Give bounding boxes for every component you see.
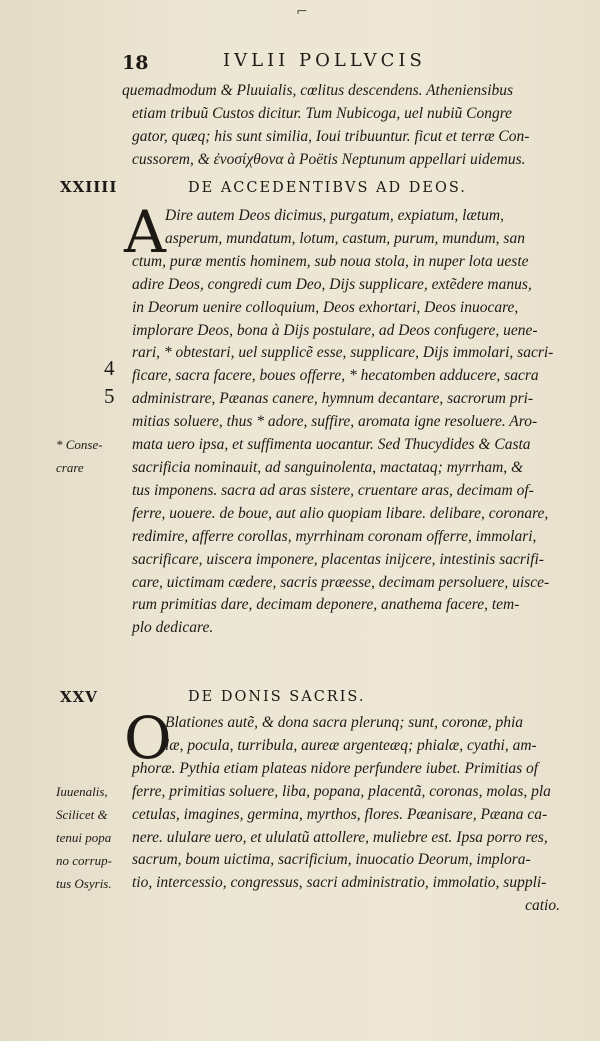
text-line: cetulas, imagines, germina, myrthos, flores. Pæanisare, Pæana ca- (132, 805, 548, 823)
chapter-number-24: XXIIII (60, 178, 118, 196)
text-line: ctum, puræ mentis hominem, sub noua stola, in nuper lota ueste (132, 252, 529, 270)
text-line: etiam tribuũ Custos dicitur. Tum Nubicoga, uel nubiũ Congre (132, 104, 513, 122)
text-line: sacrificare, uiscera imponere, placentas inijcere, intestinis sacrifi- (132, 550, 544, 568)
margin-number-4: 4 (104, 356, 115, 380)
text-line: rum primitias dare, decimam deponere, anathema facere, tem- (132, 596, 520, 614)
text-line: nere. ululare uero, et ululatũ attollere, muliebre est. Ipsa porro res, (132, 828, 548, 846)
text-line: sacrificia nominauit, ad sanguinolenta, mactataq; myrrham, & (132, 458, 524, 476)
margin-note-line: * Conse- (56, 437, 103, 452)
top-mark: ⌐ (296, 4, 308, 20)
text-line: rari, * obtestari, uel supplicẽ esse, supplicare, Dijs immolari, sacri- (132, 344, 554, 362)
chapter-title-24: DE ACCEDENTIBVS AD DEOS. (188, 180, 467, 196)
text-line: ferre, primitias soluere, liba, popana, placentã, coronas, molas, pla (132, 782, 551, 800)
page-number: 18 (122, 52, 149, 74)
text-line: phoræ. Pythia etiam plateas nidore perfundere iubet. Primitias of (132, 759, 539, 777)
margin-note-iuuenalis (56, 781, 122, 896)
margin-number-5: 5 (104, 384, 115, 408)
text-line: redimire, afferre corollas, myrrhinam coronam offerre, immolari, (132, 527, 537, 545)
text-line: administrare, Pæanas canere, hymnum decantare, sacrorum pri- (132, 390, 534, 408)
text-line: cussorem, & ἐνοσίχθονα à Poëtis Neptunum appellari uidemus. (132, 150, 526, 168)
running-title: IVLII POLLVCIS (223, 50, 426, 71)
margin-note-line: tus Osyris. (56, 875, 112, 891)
text-line: mata uero ipsa, et suffimenta uocantur. Sed Thucydides & Casta (132, 436, 531, 454)
text-line: tus imponens. sacra ad aras sistere, cruentare aras, decimam of- (132, 481, 534, 499)
text-line: mitias soluere, thus * adore, suffire, aromata igne resoluere. Aro- (132, 413, 538, 431)
text-line: tio, intercessio, congressus, sacri administratio, immolatio, suppli- (132, 874, 547, 892)
text-line: ficare, sacra facere, boues offerre, * hecatomben adducere, sacra (132, 367, 539, 385)
margin-note-line: tenui popa (56, 829, 112, 845)
text-line: adire Deos, congredi cum Deo, Dijs supplicare, extẽdere manus, (132, 275, 532, 293)
margin-note-line: no corrup- (56, 852, 112, 868)
chapter-25-text (122, 704, 562, 918)
text-line: implorare Deos, bona à Dijs postulare, ad Deos confugere, uene- (132, 321, 538, 339)
margin-note-consecrare (56, 434, 122, 480)
text-line: sacrum, boum uictima, sacrificium, inuocatio Deorum, implora- (132, 851, 531, 869)
text-line: plo dedicare. (132, 619, 214, 637)
text-line: gator, quæq; his sunt similia, Ioui tribuuntur. ficut et terræ Con- (132, 127, 530, 145)
chapter-number-25: XXV (60, 688, 98, 706)
margin-note-line: Iuuenalis, (56, 784, 108, 799)
text-line: Blationes autẽ, & dona sacra plerunq; sunt, coronæ, phia (165, 714, 524, 731)
text-line: ferre, uouere. de boue, aut alio quopiam libare. delibare, coronare, (132, 504, 549, 522)
top-paragraph (122, 80, 562, 172)
text-line: in Deorum uenire colloquium, Deos exhortari, Deos inuocare, (132, 298, 519, 316)
margin-note-line: crare (56, 459, 84, 475)
chapter-24-text (122, 198, 562, 640)
margin-note-line: Scilicet & (56, 806, 108, 822)
chapter-title-25: DE DONIS SACRIS. (188, 689, 366, 705)
text-line: Dire autem Deos dicimus, purgatum, expiatum, lætum, (165, 207, 504, 224)
text-line: catio. (525, 897, 560, 915)
text-line: care, uictimam cædere, sacris præesse, decimam persoluere, uiscе- (132, 573, 550, 591)
drop-cap-25: O (124, 704, 172, 772)
text-line: quemadmodum & Pluuialis, cœlitus descendens. Atheniensibus (122, 82, 514, 99)
drop-cap-24: A (124, 198, 166, 266)
text-line: asperum, mundatum, lotum, castum, purum, mundum, san (165, 229, 525, 247)
text-line: læ, pocula, turribula, aureæ argenteæq; phialæ, cyathi, am- (165, 736, 537, 754)
